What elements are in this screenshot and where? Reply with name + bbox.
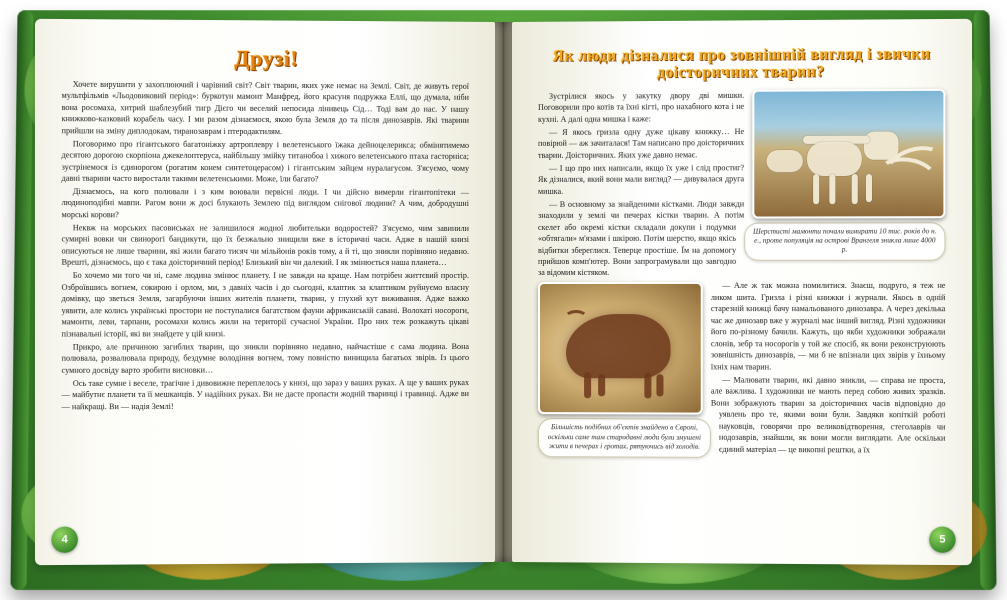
- skeleton-second-skeleton: [766, 150, 802, 172]
- paragraph: — Малювати тварин, які давно зникли, — справа не проста, але важлива. І художники не мають перед собою живих зразків. Вони зображують тварин за доісторичних часів відповідно до уявлень про те, якими вони були. Завдяки копіткій роботі науковців, говорячи про великовідтворення, стеголаврів чи нодозаврів, знайшли, як вони могли виглядати. Але оскільки єдиний матеріал — це викопні рештки, а їх: [710, 375, 946, 455]
- skeleton-leg: [813, 174, 819, 204]
- paragraph: Поговоримо про гігантського багатоніжку артроплевру і велетенського їжака дейноцелерикса; обмінятимемо десятою дорогою скорпіона джекелоптеруса, найбільшу змійку титанобоа і хижого велетенського птаха гасторніса; зустрінемося із єдинорогом (рогатим конем синтетоцерасом) і гігантським зайцем нуралагусом. З'ясуємо, чому давні тварини часто виростали такими велетенськими. Може, їли багато?: [61, 138, 470, 184]
- paragraph: Ось таке сумне і веселе, трагічне і дивовижне переплелось у книзі, що зараз у ваших руках. А ще у ваших руках — майбутнє планети та її мешканців. У надійних руках. Ви не дасте пропасти жодній тваринці і травинці. Адже ви — найкращі. Ви — надія Землі!: [61, 377, 470, 412]
- page-number-left: 4: [51, 526, 78, 552]
- paragraph: Прикро, але причиною загиблих тварин, що зникли порівняно недавно, найчастіше є сама людина. Вона полювала, розвалювала природу, бездумне володіння вогнем, тому повністю винищила багатьох звірів. Із цього сумного досвіду варто зробити висновки…: [61, 341, 470, 375]
- mammoth-skeleton-photo: [752, 88, 945, 218]
- left-page-content: [35, 19, 495, 565]
- paragraph: Зустрілися якось у закутку двору дві мишки. Поговорили про котів та їхні кігті, про нахабного кота і не кухні. А далі одна мишка і каже:: [537, 90, 745, 124]
- skeleton-leg: [866, 174, 872, 202]
- photo-caption-top: Шерстисті мамонти почали вимирати 10 тис. років до н. е., проте популяція на острові Врангеля зникла лише 4000 р.: [744, 222, 945, 261]
- paragraph: — Але ж так можна помилитися. Знаєш, подруго, я теж не ликом шита. Гризла і різні книжки і журнали. Якось в одній старезній книжці бачу намальованого динозавра. А через декілька час же динозавр вже у журналі має інший вигляд. Різні художники його по-різному бачили. Кажуть, що якби художники зображали слонів, зебр та носорогів у той же спосіб, як вони реконструюють зовнішність динозаврів, — ми б не впізнали цих звірів у їхньому їхніх нам тварин.: [710, 281, 946, 372]
- left-page: [35, 19, 495, 565]
- photo-caption-bottom: Більшість подібних об'єктів знайдено в Європі, оскільки саме там стародавні люди були змушені жити в печерах і гротах, рятуючись від холодів.: [538, 419, 711, 458]
- paragraph: — І що про них написали, якщо їх уже і слід простиг? Як дізналися, який вони мали вигляд? — дивувалася друга мишка.: [537, 162, 745, 196]
- page-number-right: 5: [929, 526, 956, 552]
- right-page-content: [512, 19, 972, 565]
- skeleton-leg: [852, 174, 858, 204]
- bison-leg: [644, 373, 651, 399]
- cave-painting-photo: [538, 282, 703, 415]
- bison-leg: [656, 375, 663, 397]
- bison-leg: [598, 375, 605, 397]
- left-page-body: [62, 78, 469, 412]
- skeleton-leg: [829, 174, 835, 204]
- paragraph: — Я якось гризла одну дуже цікаву книжку… Не повірюй — аж зачиталася! Там написано про доісторичних тварин. Доісторичних. Яких уже давно немає.: [537, 126, 745, 160]
- right-page-title: Як люди дізналися про зовнішній вигляд і звички доісторичних тварин?: [552, 45, 931, 82]
- right-page: [512, 19, 972, 565]
- book-gutter: [495, 22, 512, 562]
- paragraph: Бо хочемо ми того чи ні, саме людина змінює планету. І не завжди на краще. Нам потрібен життєвий простір. Озброївшись вогнем, сокирою і орлом, ми, з давніх часів і до сьогодні, клаптик за клаптиком руйнуємо власну домівку, що зветься Земля, загарбуючи інших жителів планети, тварин, у глухий кут виживання. Адже важко уявити, але колись українські простори не поступалися багатством фауни африканській савані. Волохаті носороги, мамонти, леви, тарпани, росомахи колись жили на території сучасної України. Про них теж розкажуть цікаві пізнавальні історії, які ви знайдете у цій книзі.: [61, 271, 470, 339]
- paragraph: Дізнаємось, на кого полювали і з ким воювали первісні люди. І чи дійсно вимерли гігантопітеки — людиноподібні мавпи. Рагом вони ж досі блукають Землею під виглядом снігової людини? А чим, добродушні морські корови?: [61, 186, 470, 220]
- skeleton-ribcage: [807, 141, 862, 175]
- paragraph: Хочете вирушити у захоплюючий і чарівний світ? Світ тварин, яких уже немає на Землі. Світ, де живуть герої мультфільмів «Льодовиковий період»: буркотун мамонт Манфред, його красуня подружка Еллі, що думала, ніби вона росомаха, хитрий шаблезубий тигр Дієго чи веселий непосида лінивець Сід… Тоді вам до нас. У нашу книжково-казковий корабель часу. І ми разом дізнаємося, якою була Земля до та після динозаврів. Які тварини прийшли на зміну диплодокам, тиранозаврам і птеродактилям.: [61, 79, 470, 136]
- left-page-title: Друзі!: [234, 45, 299, 71]
- paragraph: — В основному за знайденими кістками. Люди завжди знаходили у землі чи печерах кістки тварин. А потім скелет або окремі кістки складали докупи і подумки «обтягали» м'язами і шкірою. Потім шерстю, якщо якісь відбитки збереглися. Теперце простіше. Їм на допомогу прийшов комп'ютер. Вони запрограмували що завгодно за відомим кістяком.: [537, 199, 745, 278]
- page-block: [40, 22, 967, 562]
- paragraph: Неквж на морських пасовиськах не залишилося жодної любительки водоростей? З'ясуємо, чим завинили сумирні вовки чи свинорогі бандикути, що їх безжально знищили вже в історичні часи. Адже в нашій книзі описуються не лише тварини, які жили багато тисяч чи мільйонів років тому, а й ті, що зникли порівняно недавно. Врешті, дізнаємось, що є така доісторичний період! Близький він чи далекий. І як змінюється наша планета…: [61, 223, 470, 268]
- text-flow-clear: [538, 461, 945, 463]
- bison-leg: [584, 373, 591, 399]
